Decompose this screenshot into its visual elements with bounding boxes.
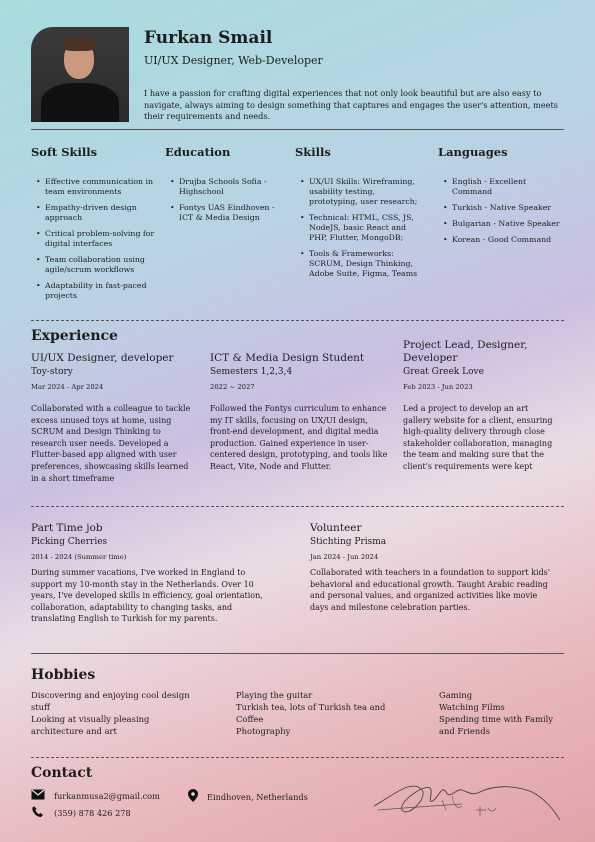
email-row	[31, 789, 160, 802]
education-section	[165, 145, 285, 229]
list-item: • Empathy-driven design approach	[36, 203, 161, 223]
signature	[372, 766, 567, 830]
list-item: • Tools & Frameworks: SCRUM, Design Thinking, Adobe Suite, Figma, Teams	[300, 249, 425, 279]
languages-heading: Languages	[438, 145, 508, 159]
job-entry	[403, 339, 553, 473]
job-description: Led a project to develop an art gallery website for a client, ensuring high-quality delivery through close stakeholder collaboration, managing the team and making sure that the client's requirements were kept	[403, 404, 553, 471]
list-item: • Drujba Schools Sofia - Highschool	[170, 177, 285, 197]
divider	[31, 506, 564, 507]
person-name: Furkan Smail	[144, 28, 273, 48]
hobbies-column	[439, 689, 569, 737]
job-date: Jan 2024 - Jun 2024	[310, 553, 379, 561]
job-company: Picking Cherries	[31, 537, 108, 547]
contact-heading: Contact	[31, 765, 93, 781]
job-title: ICT & Media Design Student	[210, 352, 365, 364]
hobby-item: Gaming	[439, 690, 473, 700]
languages-list	[438, 177, 568, 245]
hobby-item: Watching Films	[439, 702, 505, 712]
education-heading: Education	[165, 145, 231, 159]
soft-skills-section	[31, 145, 161, 307]
hobby-item: Discovering and enjoying cool design stuff	[31, 690, 190, 712]
job-title: Project Lead, Designer, Developer	[403, 339, 528, 364]
contact-location: Eindhoven, Netherlands	[207, 791, 308, 802]
list-item: • UX/UI Skills: Wireframing, usability testing, prototyping, user research;	[300, 177, 425, 207]
list-item: • Bulgarian - Native Speaker	[443, 219, 568, 229]
job-company: Great Greek Love	[403, 367, 484, 377]
job-company: Semesters 1,2,3,4	[210, 367, 293, 377]
job-title: Part Time job	[31, 522, 103, 534]
contact-phone[interactable]: (359) 878 426 278	[54, 808, 131, 818]
list-item: • Adaptability in fast-paced projects	[36, 281, 161, 301]
hobby-item: Playing the guitar	[236, 690, 313, 700]
person-title: UI/UX Designer, Web-Developer	[144, 54, 323, 67]
list-item: • Korean - Good Command	[443, 235, 568, 245]
intro-text: I have a passion for crafting digital experiences that not only look beautiful but are also easy to navigate, always aiming to design something that captures and engages the user's attention, meets their requirements and needs.	[144, 88, 559, 121]
list-item: • Critical problem-solving for digital interfaces	[36, 229, 161, 249]
job-entry	[31, 352, 191, 484]
job-entry	[210, 352, 390, 473]
job-entry	[31, 522, 276, 625]
location-pin-icon	[188, 789, 198, 804]
divider	[31, 653, 564, 654]
job-date: Mar 2024 - Apr 2024	[31, 383, 104, 391]
job-date: 2014 - 2024 (Summer time)	[31, 553, 127, 561]
job-title: Volunteer	[310, 522, 362, 534]
divider	[31, 320, 564, 321]
experience-heading: Experience	[31, 328, 118, 344]
phone-icon	[31, 806, 45, 820]
hobby-item: Looking at visually pleasing architecture and art	[31, 714, 150, 736]
soft-skills-list	[31, 177, 161, 301]
list-item: • Effective communication in team environments	[36, 177, 161, 197]
skills-section	[295, 145, 425, 285]
soft-skills-heading: Soft Skills	[31, 145, 98, 159]
list-item: • Team collaboration using agile/scrum workflows	[36, 255, 161, 275]
hobbies-column	[236, 689, 396, 737]
job-date: Feb 2023 - Jun 2023	[403, 383, 473, 391]
job-description: Collaborated with teachers in a foundation to support kids' behavioral and educational growth. Taught Arabic reading and personal values, and organized activities like movie days and milestone celebration parties.	[310, 568, 550, 612]
hobby-item: Spending time with Family and Friends	[439, 714, 554, 736]
mail-icon	[31, 789, 45, 802]
skills-heading: Skills	[295, 145, 331, 159]
job-title: UI/UX Designer, developer	[31, 352, 174, 364]
hobbies-heading: Hobbies	[31, 667, 96, 683]
job-entry	[310, 522, 555, 613]
phone-row	[31, 806, 131, 820]
hobby-item: Photography	[236, 726, 291, 736]
contact-email[interactable]: furkanmusa2@gmail.com	[54, 790, 160, 801]
job-description: Collaborated with a colleague to tackle excess unused toys at home, using SCRUM and Design Thinking to research user needs. Developed a Flutter-based app aligned with user preferences, showcasing skills learned in a short timeframe	[31, 404, 191, 483]
hobby-item: Turkish tea, lots of Turkish tea and Coffee	[236, 702, 386, 724]
skills-list	[295, 177, 425, 279]
list-item: • English - Excellent Command	[443, 177, 568, 197]
job-description: Followed the Fontys curriculum to enhance my IT skills, focusing on UX/UI design, front-end development, and digital media production. Gained experience in user-centered design, prototyping, and tools like React, Vite, Node and Flutter.	[210, 404, 388, 471]
divider	[31, 757, 564, 758]
divider	[31, 129, 564, 130]
job-date: 2022 ~ 2027	[210, 383, 255, 391]
job-description: During summer vacations, I've worked in England to support my 10-month stay in the Netherlands. Over 10 years, I've developed skills in efficiency, goal orientation, collaboration, adaptability to changing tasks, and translating English to Turkish for my parents.	[31, 568, 263, 624]
location-row	[188, 789, 308, 804]
job-company: Stichting Prisma	[310, 537, 387, 547]
list-item: • Turkish - Native Speaker	[443, 203, 568, 213]
job-company: Toy-story	[31, 367, 73, 377]
education-list	[165, 177, 285, 223]
list-item: • Technical: HTML, CSS, JS, NodeJS, basic React and PHP, Flutter, MongoDB;	[300, 213, 425, 243]
list-item: • Fontys UAS Eindhoven - ICT & Media Design	[170, 203, 285, 223]
hobbies-column	[31, 689, 191, 737]
profile-photo	[31, 27, 129, 122]
languages-section	[438, 145, 568, 251]
